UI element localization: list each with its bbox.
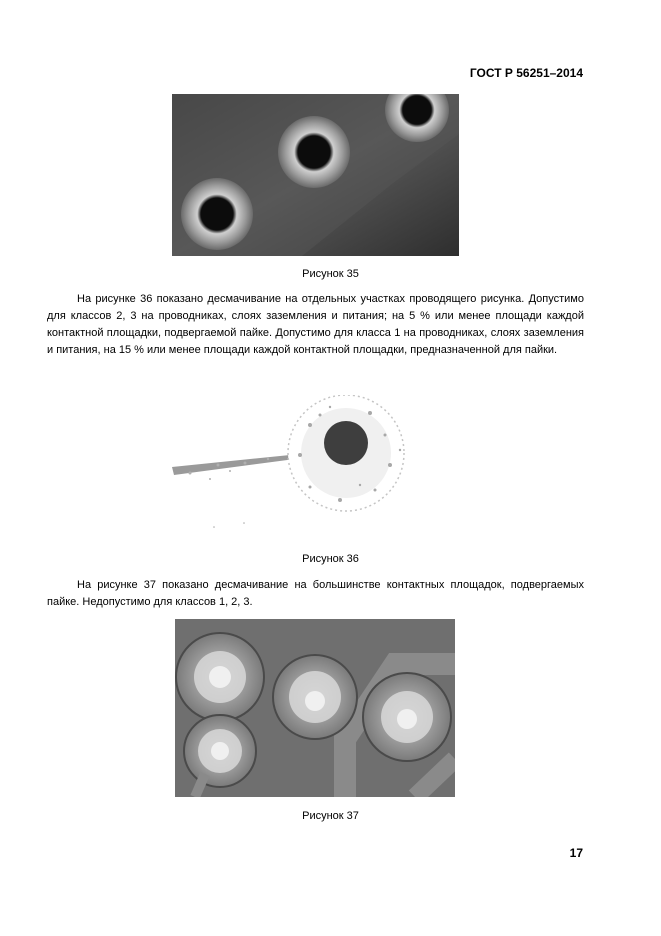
- figure-36-caption: Рисунок 36: [302, 553, 359, 565]
- document-header: ГОСТ Р 56251–2014: [469, 66, 583, 80]
- figure-35-photo: [172, 94, 459, 256]
- figure-37-photo: [175, 619, 455, 797]
- figure-37-caption: Рисунок 37: [302, 810, 359, 822]
- paragraph-figure-36: На рисунке 36 показано десмачивание на отдельных участках проводящего рисунка. Допустимо для классов 2, 3 на проводниках, слоях заземления и питания; на 5 % или менее площади каждой контактной площадки, подвергаемой пайке. Допустимо для класса 1 на проводниках, слоях заземления и питания, на 15 % или менее площади каждой контактной площадки, предназначенной для пайки.: [47, 293, 584, 356]
- figure-35-caption: Рисунок 35: [302, 268, 359, 280]
- page-number: 17: [569, 846, 583, 860]
- figure-36-photo: [170, 395, 450, 535]
- paragraph-figure-37: На рисунке 37 показано десмачивание на большинстве контактных площадок, подвергаемых пайке. Недопустимо для классов 1, 2, 3.: [47, 579, 584, 608]
